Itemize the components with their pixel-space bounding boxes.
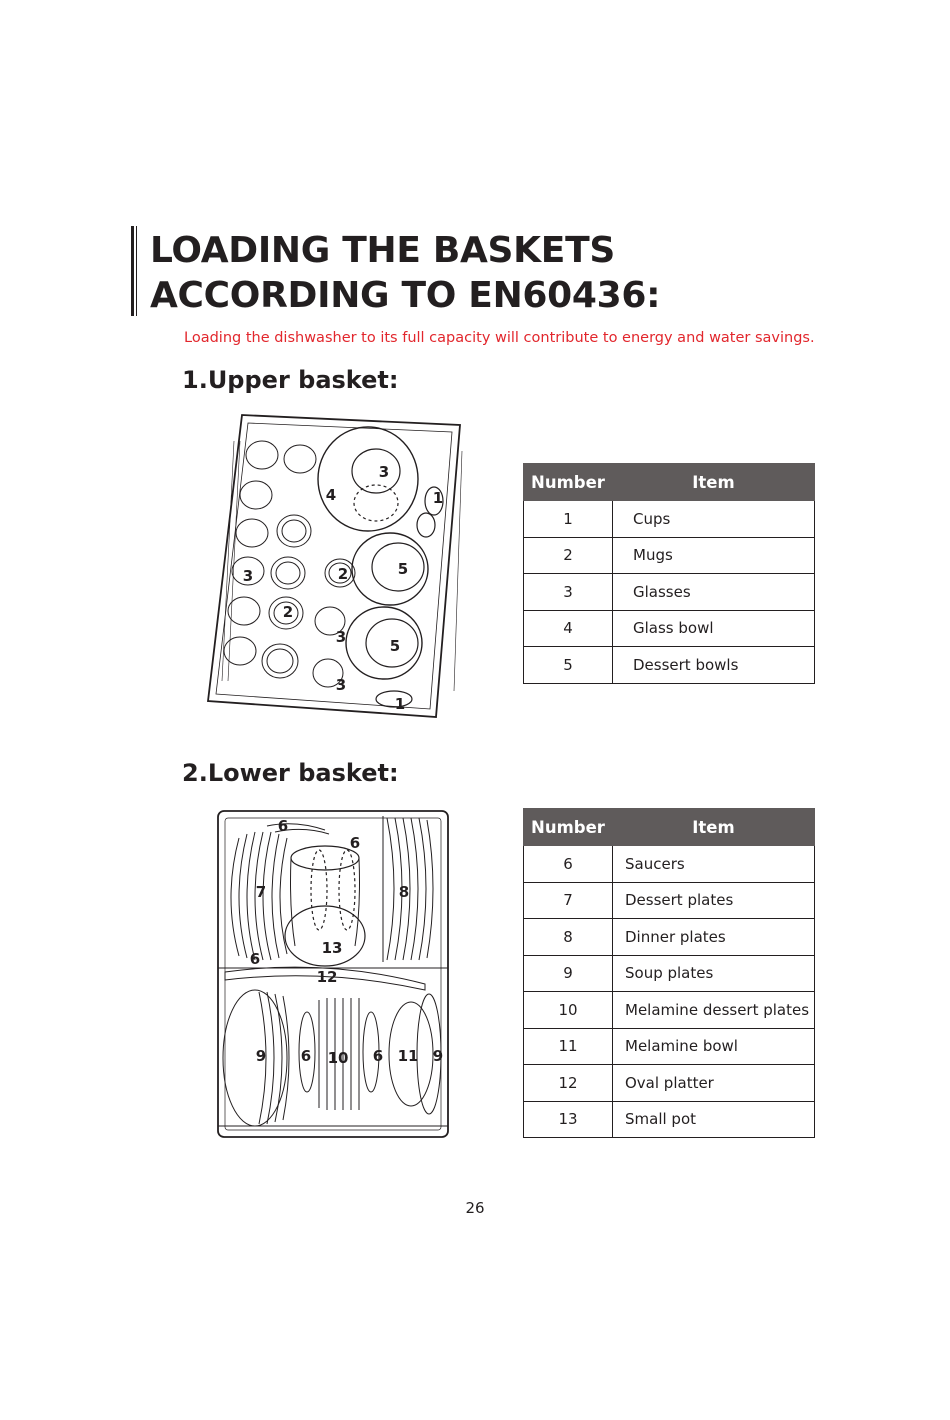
- row-number: 11: [524, 1028, 613, 1065]
- row-item: Soup plates: [613, 955, 815, 992]
- lower-basket-heading: 2.Lower basket:: [182, 759, 399, 787]
- page-number: 26: [465, 1199, 485, 1217]
- title-accent-bars: [131, 226, 137, 316]
- lower-label-6-d: 6: [300, 1047, 312, 1065]
- lower-label-11: 11: [397, 1047, 419, 1065]
- row-item: Oval platter: [613, 1065, 815, 1102]
- table-row: [524, 955, 815, 992]
- title-accent-bar-thick: [131, 226, 134, 316]
- row-number: 8: [524, 919, 613, 956]
- lower-label-6-e: 6: [372, 1047, 384, 1065]
- row-number: 12: [524, 1065, 613, 1102]
- row-item: Small pot: [613, 1101, 815, 1138]
- item-column-header: Item: [613, 464, 815, 501]
- lower-label-10: 10: [327, 1049, 349, 1067]
- table-row: [524, 846, 815, 883]
- row-item: Saucers: [613, 846, 815, 883]
- lower-basket-table: [523, 808, 815, 1138]
- lower-label-6-b: 6: [349, 834, 361, 852]
- table-row: [524, 610, 815, 647]
- row-number: 9: [524, 955, 613, 992]
- number-column-header: Number: [524, 464, 613, 501]
- row-number: 3: [524, 574, 613, 611]
- row-number: 7: [524, 882, 613, 919]
- title-accent-bar-thin: [136, 226, 137, 316]
- upper-basket-table: [523, 463, 815, 684]
- lower-label-6-a: 6: [277, 817, 289, 835]
- table-header-row: [524, 464, 815, 501]
- upper-label-2-a: 2: [337, 565, 349, 583]
- upper-label-3-a: 3: [378, 463, 390, 481]
- table-row: [524, 992, 815, 1029]
- upper-label-1-a: 1: [432, 489, 444, 507]
- upper-label-3-c: 3: [335, 628, 347, 646]
- table-row: [524, 1065, 815, 1102]
- row-number: 4: [524, 610, 613, 647]
- table-row: [524, 919, 815, 956]
- item-column-header: Item: [613, 809, 815, 846]
- lower-label-8: 8: [398, 883, 410, 901]
- table-row: [524, 1101, 815, 1138]
- lower-label-13: 13: [321, 939, 343, 957]
- row-item: Glass bowl: [613, 610, 815, 647]
- upper-label-5-a: 5: [397, 560, 409, 578]
- table-row: [524, 882, 815, 919]
- table-header-row: [524, 809, 815, 846]
- lower-label-9-b: 9: [432, 1047, 444, 1065]
- number-column-header: Number: [524, 809, 613, 846]
- row-number: 2: [524, 537, 613, 574]
- upper-label-2-b: 2: [282, 603, 294, 621]
- row-number: 1: [524, 501, 613, 538]
- row-item: Melamine dessert plates: [613, 992, 815, 1029]
- table-row: [524, 1028, 815, 1065]
- row-number: 10: [524, 992, 613, 1029]
- row-item: Cups: [613, 501, 815, 538]
- lower-basket-illustration: [215, 808, 455, 1140]
- row-item: Glasses: [613, 574, 815, 611]
- upper-label-1-b: 1: [394, 695, 406, 713]
- upper-label-4: 4: [325, 486, 337, 504]
- capacity-note: Loading the dishwasher to its full capacity will contribute to energy and water savings.: [184, 330, 815, 346]
- table-row: [524, 574, 815, 611]
- upper-basket-illustration: [204, 411, 474, 721]
- row-number: 13: [524, 1101, 613, 1138]
- lower-label-6-c: 6: [249, 950, 261, 968]
- upper-label-5-b: 5: [389, 637, 401, 655]
- table-row: [524, 537, 815, 574]
- upper-label-3-b: 3: [242, 567, 254, 585]
- lower-label-12: 12: [316, 968, 338, 986]
- row-item: Dinner plates: [613, 919, 815, 956]
- lower-label-9-a: 9: [255, 1047, 267, 1065]
- page-title: LOADING THE BASKETS ACCORDING TO EN60436:: [150, 230, 661, 316]
- table-row: [524, 647, 815, 684]
- row-item: Mugs: [613, 537, 815, 574]
- row-number: 6: [524, 846, 613, 883]
- lower-label-7: 7: [255, 883, 267, 901]
- upper-label-3-d: 3: [335, 676, 347, 694]
- row-item: Melamine bowl: [613, 1028, 815, 1065]
- upper-basket-heading: 1.Upper basket:: [182, 366, 399, 394]
- row-item: Dessert plates: [613, 882, 815, 919]
- row-number: 5: [524, 647, 613, 684]
- row-item: Dessert bowls: [613, 647, 815, 684]
- table-row: [524, 501, 815, 538]
